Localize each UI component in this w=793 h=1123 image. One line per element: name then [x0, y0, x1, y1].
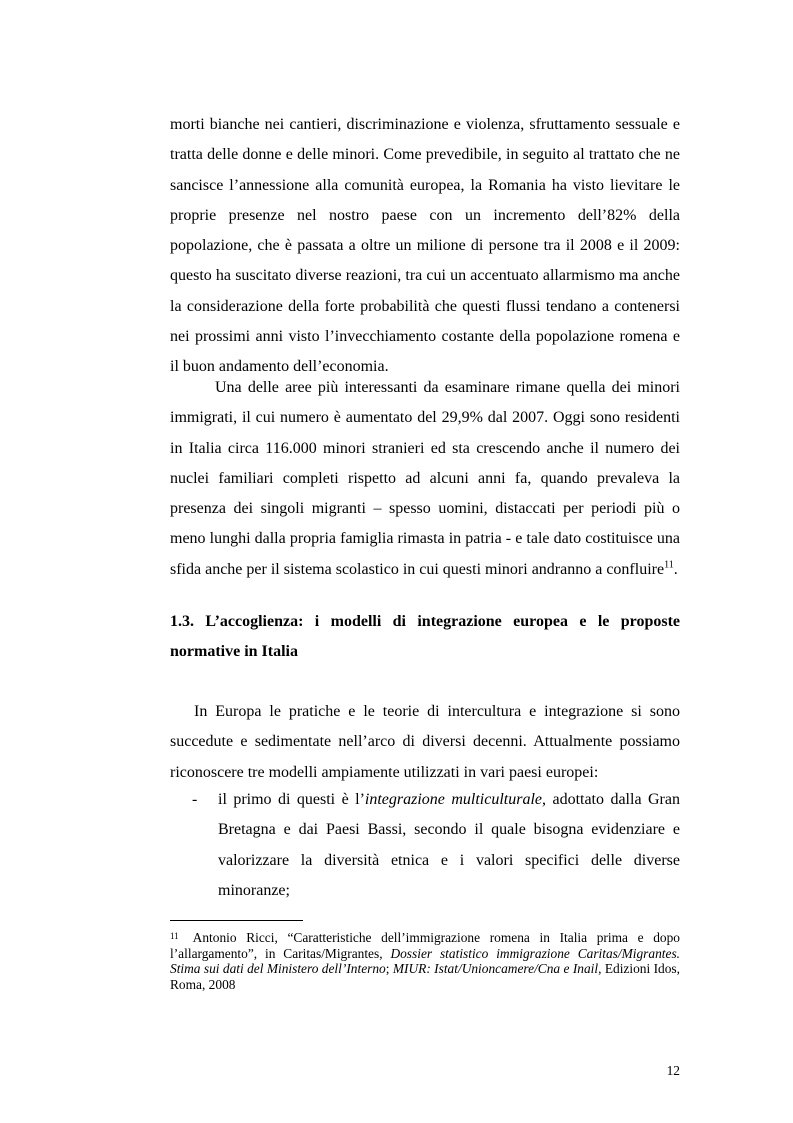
- section-heading: 1.3. L’accoglienza: i modelli di integrazione europea e le proposte normative in Italia: [170, 613, 680, 661]
- footnote-number: 11: [170, 931, 179, 941]
- footnote-reference: 11: [664, 559, 674, 571]
- body-paragraph-2-end: .: [673, 560, 678, 578]
- body-paragraph-2-text: Una delle aree più interessanti da esaminare rimane quella dei minori immigrati, il cui numero è aumentato del 29,9% dal 2007. Oggi sono residenti in Italia circa 116.000 minori stranieri ed sta crescendo anche il numero dei nuclei familiari completi rispetto ad alcuni anni fa, quando prevaleva la presenza dei singoli migranti – spesso uomini, distaccati per periodi più o meno lunghi dalla propria famiglia rimasta in patria - e tale dato costituisce una sfida anche per il sistema scolastico in cui questi minori andranno a confluire: [170, 379, 680, 578]
- footnote: [170, 930, 680, 992]
- footnote-italic-1: Dossier statistico immigrazione Caritas/Migrantes. Stima sui dati del Ministero dell’Interno: [170, 945, 681, 977]
- footnote-italic-2: MIUR: Istat/Unioncamere/Cna e Inail: [392, 961, 599, 977]
- list-item-text-after: , adottato dalla Gran Bretagna e dai Paesi Bassi, secondo il quale bisogna evidenziare e valorizzare la diversità etnica e i valori specifici delle diverse minoranze;: [218, 791, 680, 899]
- footnote-divider: [170, 920, 303, 921]
- footnote-text-1: Antonio Ricci, “Caratteristiche dell’immigrazione romena in Italia prima e dopo l’allargamento”, in Caritas/Migrantes,: [170, 930, 680, 961]
- list-item-emphasis: integrazione multiculturale: [364, 791, 543, 808]
- page-number: 12: [666, 1063, 680, 1078]
- body-paragraph-3: In Europa le pratiche e le teorie di intercultura e integrazione si sono succedute e sedimentate nell’arco di diversi decenni. Attualmente possiamo riconoscere tre modelli ampiamente utilizzati in vari paesi europei:: [170, 703, 680, 781]
- body-paragraph-1: morti bianche nei cantieri, discriminazione e violenza, sfruttamento sessuale e tratta delle donne e delle minori. Come prevedibile, in seguito al trattato che ne sancisce l’annessione alla comunità europea, la Romania ha visto lievitare le proprie presenze nel nostro paese con un incremento dell’82% della popolazione, che è passata a oltre un milione di persone tra il 2008 e il 2009: questo ha suscitato diverse reazioni, tra cui un accentuato allarmismo ma anche la considerazione della forte probabilità che questi flussi tendano a contenersi nei prossimi anni visto l’invecchiamento costante della popolazione romena e il buon andamento dell’economia.: [170, 116, 680, 376]
- body-paragraph-2: [170, 373, 680, 585]
- list-dash: -: [192, 791, 198, 808]
- footnote-text-3: , Edizioni Idos, Roma, 2008: [170, 961, 680, 992]
- list-item-text-before: il primo di questi è l’: [218, 791, 365, 808]
- footnote-text-2: ;: [385, 961, 393, 977]
- models-list: [170, 785, 680, 906]
- list-item: [170, 785, 680, 906]
